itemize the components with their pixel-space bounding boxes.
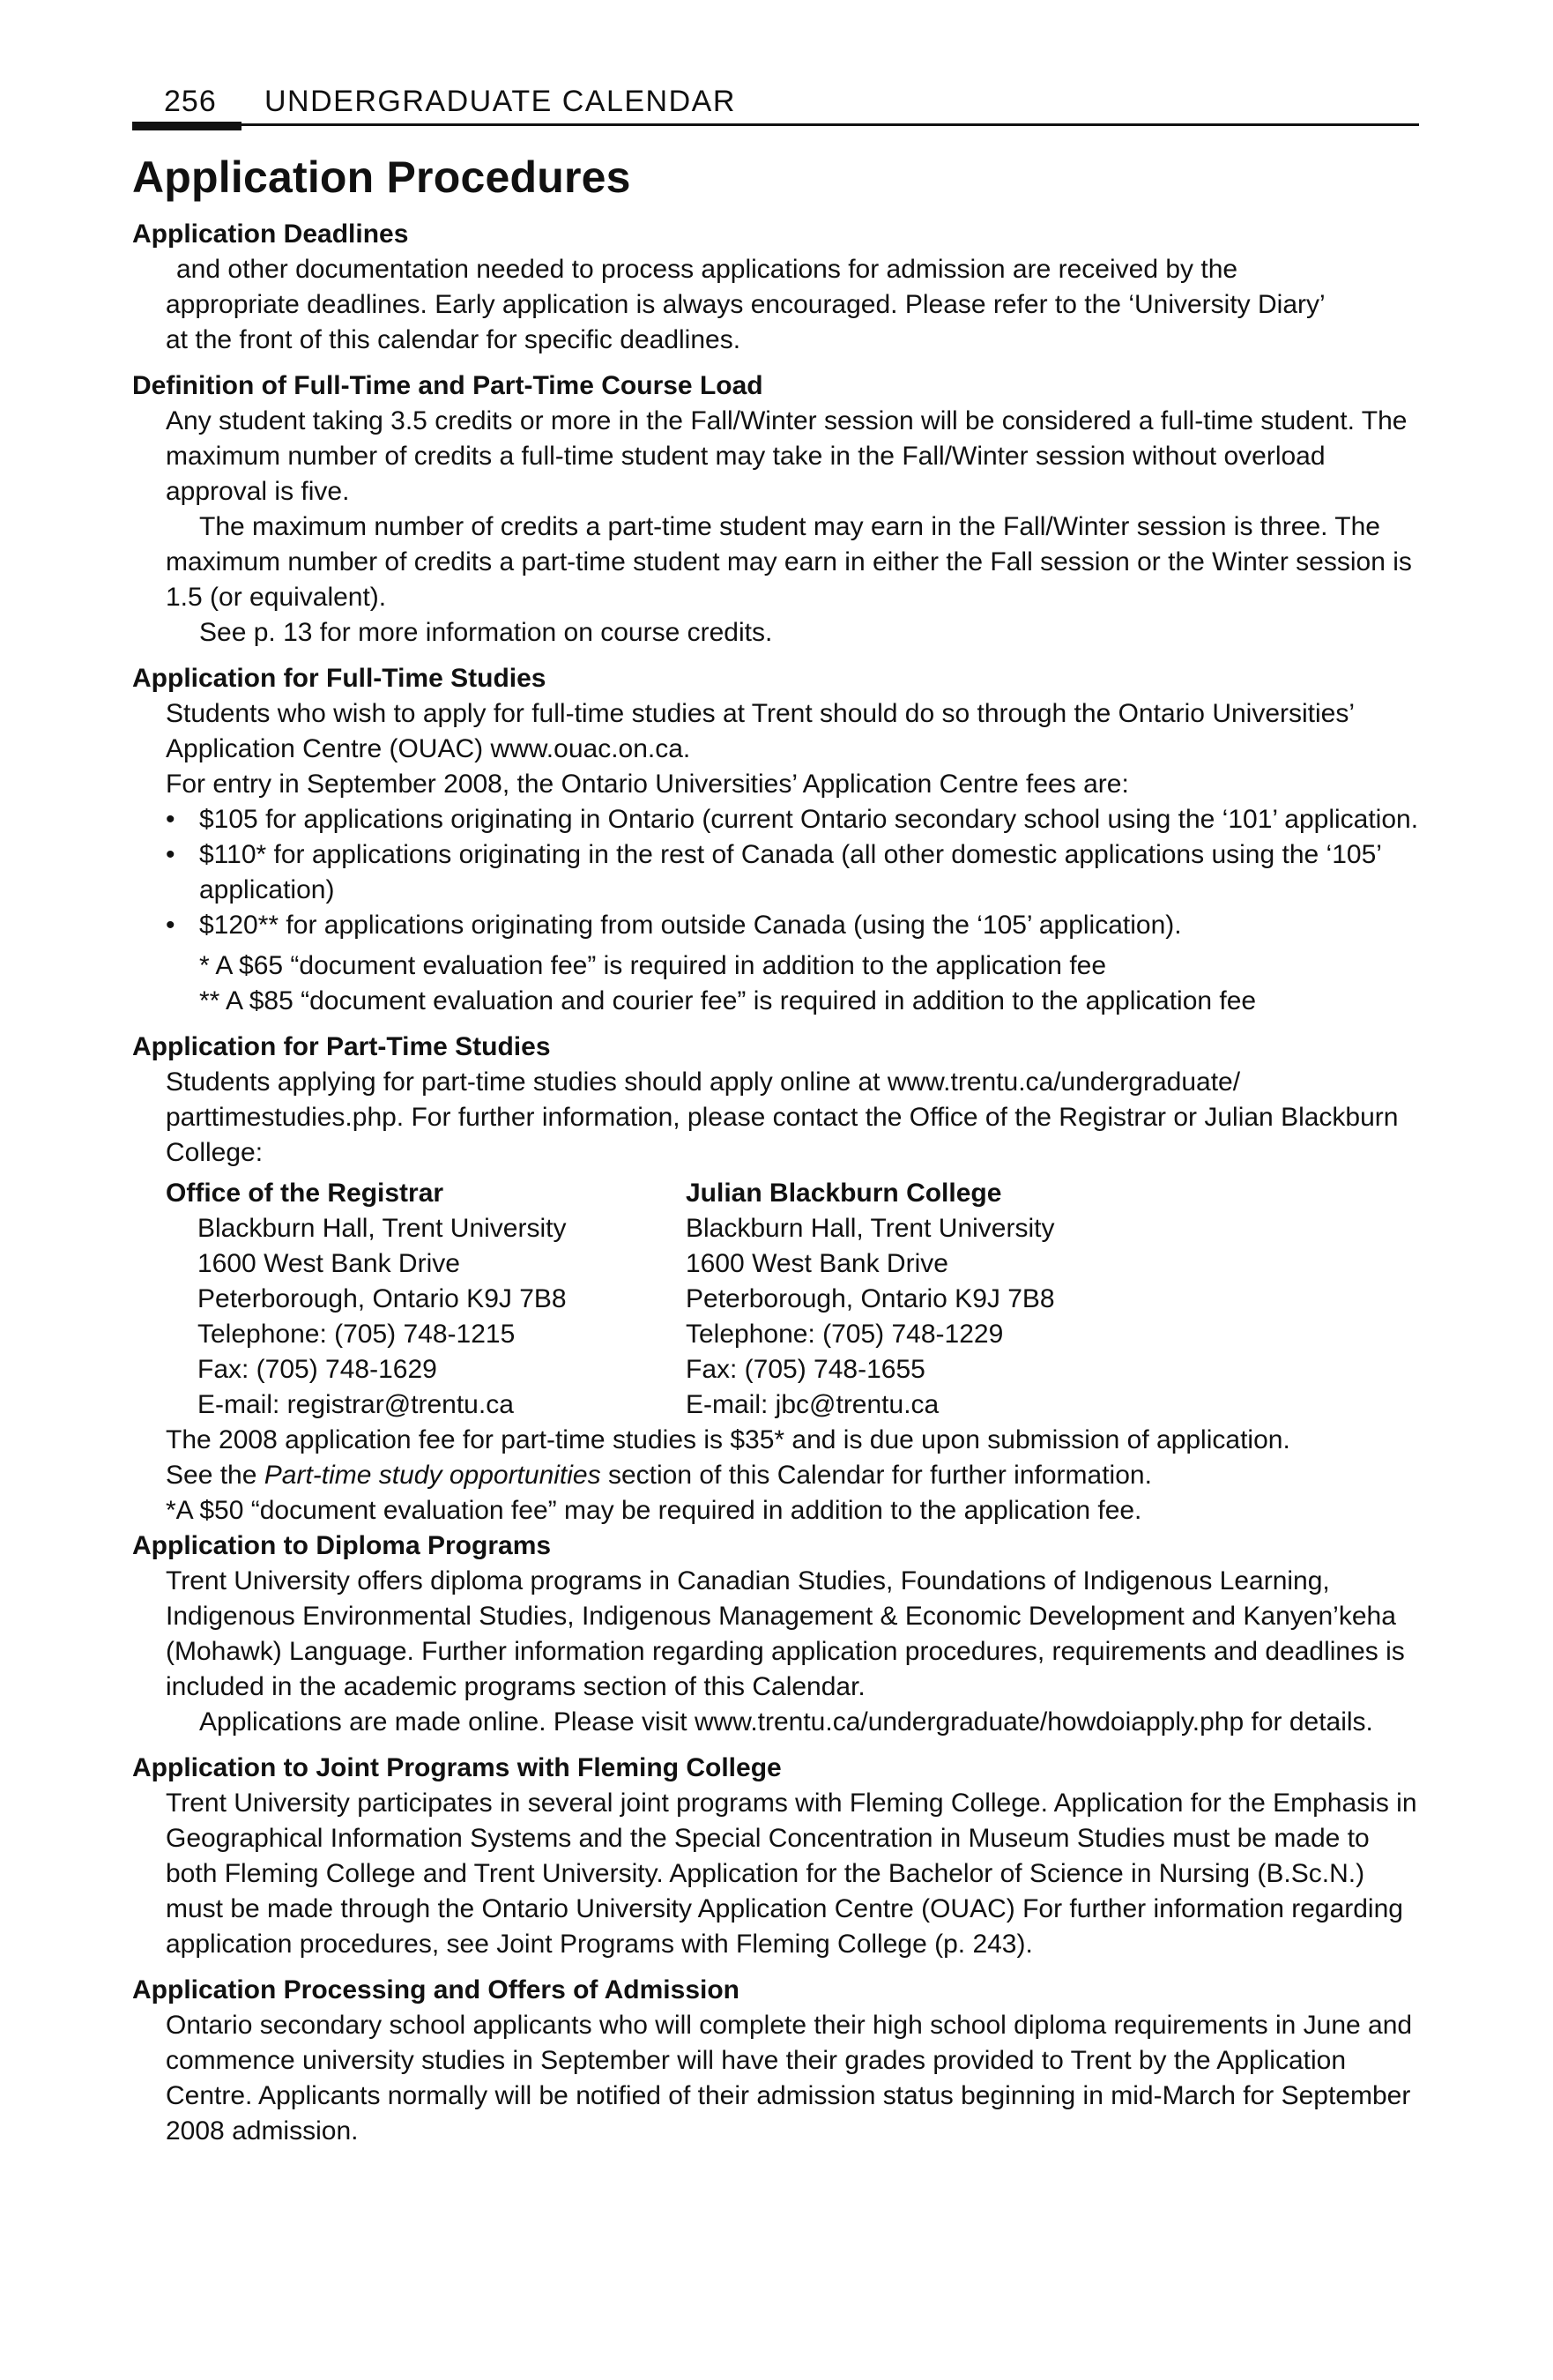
diploma-body — [132, 1564, 1419, 1740]
diploma-p1: Trent University offers diploma programs in Canadian Studies, Foundations of Indigenous Learning, Indigenous Environmental Studies, Indigenous Management & Economic Development and Kanyen’keha (Mohawk) Language. Further information regarding application procedures, requirements and deadlines is included in the academic programs section of this Calendar. — [166, 1566, 1405, 1701]
fleming-p1: Trent University participates in several joint programs with Fleming College. Application for the Emphasis in Geographical Information Systems and the Special Concentration in Museum Studies must be made to both Fleming College and Trent University. Application for the Bachelor of Science in Nursing (B.Sc.N.) must be made through the Ontario University Application Centre (OUAC) For further information regarding application procedures, see Joint Programs with Fleming College (p. 243). — [166, 1789, 1417, 1959]
deadlines-line-3: at the front of this calendar for specific deadlines. — [166, 325, 741, 354]
page-content — [132, 217, 1419, 2149]
course-load-p3: See p. 13 for more information on course credits. — [199, 618, 773, 647]
fee-note-1: * A $65 “document evaluation fee” is required in addition to the application fee — [199, 951, 1107, 980]
registrar-contact — [166, 1176, 686, 1423]
fee-note-2: ** A $85 “document evaluation and courier fee” is required in addition to the application fee — [199, 986, 1257, 1015]
julian-phone: Telephone: (705) 748-1229 — [686, 1320, 1004, 1349]
part-time-body — [132, 1065, 1419, 1171]
registrar-line: Peterborough, Ontario K9J 7B8 — [197, 1284, 567, 1313]
part-time-fee — [132, 1423, 1419, 1528]
full-time-p1: Students who wish to apply for full-time studies at Trent should do so through the Ontario Universities’ Application Centre (OUAC) www.ouac.on.ca. — [166, 699, 1354, 763]
heading-deadlines: Application Deadlines — [132, 219, 409, 249]
registrar-phone: Telephone: (705) 748-1215 — [197, 1320, 516, 1349]
bullet-icon: • — [166, 911, 175, 940]
heading-processing: Application Processing and Offers of Admission — [132, 1975, 739, 2004]
registrar-email: E-mail: registrar@trentu.ca — [197, 1390, 514, 1419]
fee-list-item: • $110* for applications originating in the rest of Canada (all other domestic applications using the ‘105’ application) — [166, 837, 1419, 908]
deadlines-line-1: and other documentation needed to process applications for admission are received by the — [176, 255, 1238, 284]
running-title: UNDERGRADUATE CALENDAR — [264, 85, 736, 118]
fee-list — [166, 802, 1419, 943]
bullet-icon: • — [166, 805, 175, 834]
julian-name: Julian Blackburn College — [686, 1179, 1002, 1208]
header-tab — [132, 122, 241, 130]
course-load-p1: Any student taking 3.5 credits or more in the Fall/Winter session will be considered a full-time student. The maximum number of credits a full-time student may take in the Fall/Winter session without overload approval is five. — [166, 406, 1408, 506]
part-time-fee-line: The 2008 application fee for part-time studies is $35* and is due upon submission of application. — [166, 1425, 1290, 1454]
heading-part-time: Application for Part-Time Studies — [132, 1032, 551, 1061]
full-time-p2: For entry in September 2008, the Ontario Universities’ Application Centre fees are: — [166, 770, 1129, 799]
course-load-body — [132, 404, 1419, 651]
julian-fax: Fax: (705) 748-1655 — [686, 1355, 925, 1384]
registrar-name: Office of the Registrar — [166, 1179, 444, 1208]
fee-list-item: • $105 for applications originating in Ontario (current Ontario secondary school using the ‘101’ application. — [166, 802, 1419, 837]
part-time-p1: Students applying for part-time studies should apply online at www.trentu.ca/undergraduate/ parttimestudies.php. For further information, please contact the Office of the Registrar or Julian Blackburn College: — [166, 1067, 1399, 1167]
diploma-p2: Applications are made online. Please visit www.trentu.ca/undergraduate/howdoiapply.php for details. — [199, 1707, 1373, 1737]
heading-course-load: Definition of Full-Time and Part-Time Course Load — [132, 371, 763, 400]
processing-body — [132, 2008, 1419, 2149]
deadlines-line-2: appropriate deadlines. Early application is always encouraged. Please refer to the ‘University Diary’ — [166, 290, 1326, 319]
julian-line: 1600 West Bank Drive — [686, 1249, 948, 1278]
fee-notes — [166, 948, 1419, 1019]
julian-line: Peterborough, Ontario K9J 7B8 — [686, 1284, 1055, 1313]
bullet-icon: • — [166, 840, 175, 869]
julian-line: Blackburn Hall, Trent University — [686, 1214, 1055, 1243]
part-time-note: *A $50 “document evaluation fee” may be required in addition to the application fee. — [166, 1496, 1142, 1525]
deadlines-body — [132, 252, 1419, 358]
registrar-line: 1600 West Bank Drive — [197, 1249, 460, 1278]
registrar-line: Blackburn Hall, Trent University — [197, 1214, 567, 1243]
header-rule — [132, 123, 1419, 126]
heading-diploma: Application to Diploma Programs — [132, 1531, 552, 1560]
running-header — [132, 79, 1419, 132]
fee-list-item: • $120** for applications originating from outside Canada (using the ‘105’ application). — [166, 908, 1419, 943]
fleming-body — [132, 1786, 1419, 1962]
page-title: Application Procedures — [132, 152, 631, 202]
processing-p1: Ontario secondary school applicants who will complete their high school diploma requirements in June and commence university studies in September will have their grades provided to Trent by the Application Centre. Applicants normally will be notified of their admission status beginning in mid-March for September 2008 admission. — [166, 2011, 1413, 2146]
heading-fleming: Application to Joint Programs with Fleming College — [132, 1753, 782, 1782]
part-time-opportunities-ref: Part-time study opportunities — [264, 1461, 601, 1490]
part-time-see-line: See the Part-time study opportunities section of this Calendar for further information. — [166, 1461, 1152, 1490]
contact-columns — [166, 1176, 1419, 1423]
julian-contact — [686, 1176, 1206, 1423]
full-time-body — [132, 696, 1419, 1019]
julian-email: E-mail: jbc@trentu.ca — [686, 1390, 940, 1419]
page-number: 256 — [164, 85, 217, 118]
heading-full-time: Application for Full-Time Studies — [132, 664, 546, 693]
course-load-p2: The maximum number of credits a part-time student may earn in the Fall/Winter session is three. The maximum number of credits a part-time student may earn in either the Fall session or the Winter session is 1.5 (or equivalent). — [166, 512, 1412, 612]
registrar-fax: Fax: (705) 748-1629 — [197, 1355, 437, 1384]
